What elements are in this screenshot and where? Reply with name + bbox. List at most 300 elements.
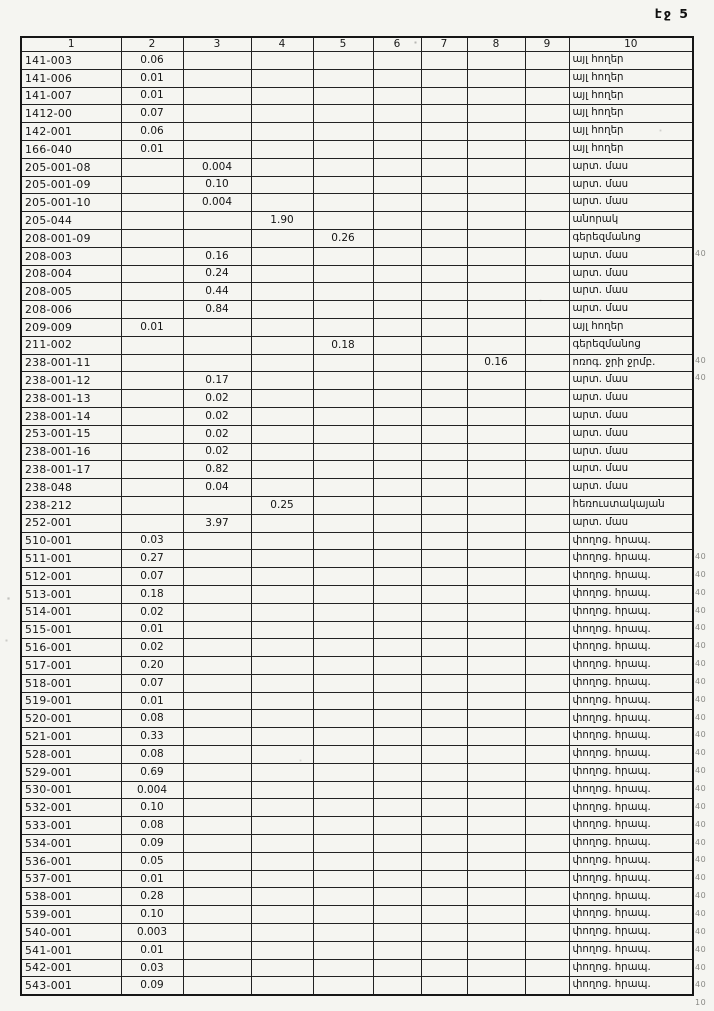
value-cell (525, 443, 569, 461)
value-cell (251, 140, 313, 158)
value-cell (525, 746, 569, 764)
value-cell (183, 888, 251, 906)
value-cell (183, 568, 251, 586)
value-cell (421, 123, 467, 141)
parcel-code-cell: 520-001 (21, 710, 121, 728)
value-cell (373, 941, 421, 959)
value-cell: 0.10 (121, 906, 183, 924)
category-cell: փողոց. հրապ. (569, 692, 693, 710)
value-cell (525, 621, 569, 639)
value-cell (421, 657, 467, 675)
value-cell (421, 941, 467, 959)
value-cell (421, 585, 467, 603)
margin-note: 40 (695, 676, 707, 686)
value-cell (183, 585, 251, 603)
category-cell: փողոց. հրապ. (569, 781, 693, 799)
value-cell (251, 105, 313, 123)
value-cell (251, 301, 313, 319)
value-cell (467, 781, 525, 799)
value-cell (373, 354, 421, 372)
value-cell (183, 87, 251, 105)
value-cell (373, 372, 421, 390)
value-cell (313, 265, 373, 283)
value-cell (121, 425, 183, 443)
value-cell (467, 443, 525, 461)
value-cell (467, 229, 525, 247)
value-cell (525, 924, 569, 942)
value-cell (373, 621, 421, 639)
category-cell: այլ հողեր (569, 318, 693, 336)
value-cell (525, 336, 569, 354)
value-cell (183, 959, 251, 977)
value-cell (467, 621, 525, 639)
column-header: 1 (21, 37, 121, 52)
value-cell (251, 87, 313, 105)
value-cell (183, 763, 251, 781)
value-cell (373, 781, 421, 799)
category-cell: փողոց. հրապ. (569, 621, 693, 639)
category-cell: փողոց. հրապ. (569, 657, 693, 675)
value-cell (313, 603, 373, 621)
category-cell: արտ. մաս (569, 479, 693, 497)
value-cell (251, 354, 313, 372)
table-row (21, 906, 693, 924)
value-cell (183, 318, 251, 336)
value-cell (467, 461, 525, 479)
column-header: 4 (251, 37, 313, 52)
table-row (21, 407, 693, 425)
parcel-code-cell: 253-001-15 (21, 425, 121, 443)
parcel-code-cell: 517-001 (21, 657, 121, 675)
parcel-code-cell: 536-001 (21, 852, 121, 870)
value-cell (421, 639, 467, 657)
margin-note: 40 (695, 659, 707, 669)
value-cell (251, 336, 313, 354)
value-cell (251, 514, 313, 532)
value-cell (525, 852, 569, 870)
table-row (21, 657, 693, 675)
margin-note: 40 (695, 694, 707, 704)
value-cell (525, 835, 569, 853)
value-cell (467, 906, 525, 924)
value-cell (421, 87, 467, 105)
parcel-code-cell: 238-001-11 (21, 354, 121, 372)
margin-note: 40 (695, 355, 707, 365)
value-cell (251, 390, 313, 408)
value-cell (251, 52, 313, 70)
category-cell: հեռուստակայան (569, 496, 693, 514)
value-cell (183, 496, 251, 514)
value-cell (121, 158, 183, 176)
column-header: 2 (121, 37, 183, 52)
category-cell: այլ հողեր (569, 123, 693, 141)
value-cell (183, 123, 251, 141)
parcel-code-cell: 530-001 (21, 781, 121, 799)
value-cell (525, 550, 569, 568)
table-row (21, 87, 693, 105)
value-cell (467, 817, 525, 835)
value-cell (313, 692, 373, 710)
value-cell (313, 763, 373, 781)
value-cell (121, 194, 183, 212)
value-cell (467, 977, 525, 995)
value-cell (251, 585, 313, 603)
category-cell: փողոց. հրապ. (569, 550, 693, 568)
category-cell: արտ. մաս (569, 194, 693, 212)
value-cell (467, 390, 525, 408)
parcel-code-cell: 510-001 (21, 532, 121, 550)
value-cell (121, 247, 183, 265)
value-cell (467, 318, 525, 336)
value-cell (373, 229, 421, 247)
value-cell (421, 52, 467, 70)
value-cell (421, 817, 467, 835)
value-cell (525, 977, 569, 995)
value-cell (421, 603, 467, 621)
value-cell: 0.02 (183, 443, 251, 461)
value-cell (251, 479, 313, 497)
table-row (21, 461, 693, 479)
value-cell: 0.24 (183, 265, 251, 283)
category-cell: փողոց. հրապ. (569, 870, 693, 888)
value-cell (313, 87, 373, 105)
table-row (21, 229, 693, 247)
value-cell (467, 158, 525, 176)
category-cell: այլ հողեր (569, 140, 693, 158)
value-cell (373, 443, 421, 461)
value-cell (421, 799, 467, 817)
table-row (21, 514, 693, 532)
value-cell (251, 158, 313, 176)
value-cell (183, 746, 251, 764)
value-cell: 0.06 (121, 52, 183, 70)
parcel-code-cell: 238-048 (21, 479, 121, 497)
value-cell (313, 496, 373, 514)
parcel-code-cell: 511-001 (21, 550, 121, 568)
value-cell: 0.01 (121, 692, 183, 710)
value-cell (525, 870, 569, 888)
value-cell (421, 906, 467, 924)
parcel-code-cell: 532-001 (21, 799, 121, 817)
table-row (21, 479, 693, 497)
parcel-code-cell: 543-001 (21, 977, 121, 995)
parcel-code-cell: 519-001 (21, 692, 121, 710)
margin-note: 40 (695, 926, 707, 936)
category-cell: արտ. մաս (569, 265, 693, 283)
value-cell: 0.01 (121, 621, 183, 639)
value-cell: 0.84 (183, 301, 251, 319)
value-cell (313, 390, 373, 408)
value-cell (313, 888, 373, 906)
value-cell (525, 585, 569, 603)
value-cell (525, 639, 569, 657)
value-cell (313, 710, 373, 728)
value-cell (251, 603, 313, 621)
table-row (21, 550, 693, 568)
value-cell (313, 212, 373, 230)
table-row (21, 532, 693, 550)
value-cell (251, 639, 313, 657)
value-cell (251, 941, 313, 959)
value-cell (251, 550, 313, 568)
value-cell (121, 514, 183, 532)
value-cell (525, 514, 569, 532)
parcel-code-cell: 205-001-09 (21, 176, 121, 194)
value-cell (525, 372, 569, 390)
value-cell (467, 52, 525, 70)
margin-note: 40 (695, 623, 707, 633)
category-cell: փողոց. հրապ. (569, 585, 693, 603)
table-row (21, 496, 693, 514)
value-cell (313, 977, 373, 995)
value-cell (525, 87, 569, 105)
value-cell (467, 140, 525, 158)
value-cell (421, 835, 467, 853)
value-cell (313, 407, 373, 425)
category-cell: փողոց. հրապ. (569, 603, 693, 621)
table-row (21, 212, 693, 230)
value-cell (313, 870, 373, 888)
parcel-code-cell: 528-001 (21, 746, 121, 764)
value-cell (251, 443, 313, 461)
value-cell (525, 906, 569, 924)
value-cell (373, 265, 421, 283)
value-cell (421, 390, 467, 408)
category-cell: գերեզմանոց (569, 229, 693, 247)
value-cell: 0.18 (121, 585, 183, 603)
table-row (21, 763, 693, 781)
value-cell (421, 283, 467, 301)
parcel-code-cell: 1412-00 (21, 105, 121, 123)
value-cell (467, 372, 525, 390)
category-cell: արտ. մաս (569, 158, 693, 176)
value-cell (251, 977, 313, 995)
value-cell (467, 479, 525, 497)
value-cell: 0.01 (121, 318, 183, 336)
value-cell (525, 105, 569, 123)
value-cell (251, 176, 313, 194)
value-cell (313, 799, 373, 817)
value-cell (373, 69, 421, 87)
value-cell (421, 407, 467, 425)
value-cell: 0.08 (121, 746, 183, 764)
value-cell (421, 550, 467, 568)
parcel-code-cell: 142-001 (21, 123, 121, 141)
value-cell (421, 532, 467, 550)
value-cell (467, 407, 525, 425)
category-cell: փողոց. հրապ. (569, 639, 693, 657)
value-cell: 0.05 (121, 852, 183, 870)
value-cell (421, 176, 467, 194)
value-cell (421, 852, 467, 870)
value-cell (525, 657, 569, 675)
value-cell (467, 763, 525, 781)
value-cell (525, 461, 569, 479)
value-cell (421, 301, 467, 319)
parcel-code-cell: 205-001-10 (21, 194, 121, 212)
value-cell (467, 176, 525, 194)
value-cell (525, 390, 569, 408)
value-cell: 0.17 (183, 372, 251, 390)
value-cell: 0.07 (121, 674, 183, 692)
value-cell (373, 906, 421, 924)
margin-note: 40 (695, 641, 707, 651)
value-cell (525, 817, 569, 835)
value-cell (373, 52, 421, 70)
value-cell (373, 496, 421, 514)
value-cell (251, 283, 313, 301)
category-cell: փողոց. հրապ. (569, 532, 693, 550)
value-cell (183, 728, 251, 746)
table-row (21, 674, 693, 692)
value-cell: 0.25 (251, 496, 313, 514)
value-cell (251, 888, 313, 906)
value-cell (121, 354, 183, 372)
value-cell (251, 265, 313, 283)
category-cell: փողոց. հրապ. (569, 977, 693, 995)
table-row (21, 585, 693, 603)
value-cell (373, 550, 421, 568)
value-cell: 0.004 (183, 194, 251, 212)
value-cell (373, 318, 421, 336)
value-cell (313, 746, 373, 764)
table-row (21, 621, 693, 639)
value-cell (373, 194, 421, 212)
value-cell: 0.08 (121, 710, 183, 728)
margin-note: 40 (695, 248, 707, 258)
value-cell (421, 479, 467, 497)
value-cell (525, 354, 569, 372)
parcel-code-cell: 238-001-14 (21, 407, 121, 425)
value-cell (373, 158, 421, 176)
value-cell (121, 283, 183, 301)
value-cell (373, 301, 421, 319)
value-cell (373, 852, 421, 870)
value-cell: 0.02 (183, 425, 251, 443)
table-row (21, 425, 693, 443)
value-cell (467, 550, 525, 568)
value-cell (183, 603, 251, 621)
value-cell (467, 710, 525, 728)
value-cell (421, 568, 467, 586)
value-cell (121, 407, 183, 425)
value-cell (467, 603, 525, 621)
category-cell: արտ. մաս (569, 372, 693, 390)
parcel-code-cell: 141-007 (21, 87, 121, 105)
margin-notes (692, 51, 714, 1011)
margin-note: 40 (695, 980, 707, 990)
value-cell (525, 728, 569, 746)
value-cell (373, 514, 421, 532)
value-cell (525, 425, 569, 443)
table-row (21, 568, 693, 586)
parcel-code-cell: 208-006 (21, 301, 121, 319)
value-cell (421, 763, 467, 781)
value-cell (251, 781, 313, 799)
value-cell (421, 692, 467, 710)
value-cell: 0.27 (121, 550, 183, 568)
value-cell (251, 568, 313, 586)
value-cell (373, 585, 421, 603)
table-row (21, 835, 693, 853)
margin-note: 40 (695, 784, 707, 793)
value-cell (313, 852, 373, 870)
category-cell: փողոց. հրապ. (569, 728, 693, 746)
parcel-code-cell: 208-001-09 (21, 229, 121, 247)
table-row (21, 52, 693, 70)
parcel-code-cell: 540-001 (21, 924, 121, 942)
value-cell (525, 496, 569, 514)
table-row (21, 941, 693, 959)
category-cell: գերեզմանոց (569, 336, 693, 354)
value-cell: 0.01 (121, 870, 183, 888)
value-cell (421, 746, 467, 764)
value-cell (251, 817, 313, 835)
value-cell (251, 194, 313, 212)
parcel-code-cell: 533-001 (21, 817, 121, 835)
value-cell: 0.09 (121, 977, 183, 995)
value-cell (251, 621, 313, 639)
value-cell (251, 407, 313, 425)
value-cell (525, 532, 569, 550)
value-cell (421, 140, 467, 158)
value-cell (251, 372, 313, 390)
value-cell (467, 674, 525, 692)
value-cell (525, 247, 569, 265)
value-cell (421, 105, 467, 123)
value-cell: 0.02 (183, 390, 251, 408)
value-cell (313, 906, 373, 924)
value-cell (251, 746, 313, 764)
value-cell (373, 710, 421, 728)
value-cell: 0.01 (121, 87, 183, 105)
value-cell (373, 247, 421, 265)
value-cell (121, 301, 183, 319)
parcel-code-cell: 529-001 (21, 763, 121, 781)
value-cell (373, 746, 421, 764)
value-cell (251, 906, 313, 924)
value-cell (251, 924, 313, 942)
value-cell (251, 835, 313, 853)
value-cell (525, 52, 569, 70)
value-cell (421, 158, 467, 176)
parcel-code-cell: 514-001 (21, 603, 121, 621)
margin-note: 40 (695, 373, 707, 383)
value-cell (251, 870, 313, 888)
margin-note: 40 (695, 962, 707, 972)
value-cell (183, 354, 251, 372)
value-cell (525, 69, 569, 87)
category-cell: այլ հողեր (569, 87, 693, 105)
margin-note: 40 (695, 748, 707, 758)
category-cell: փողոց. հրապ. (569, 568, 693, 586)
parcel-code-cell: 539-001 (21, 906, 121, 924)
category-cell: ոռոգ. ջրի ջրմբ. (569, 354, 693, 372)
value-cell: 0.16 (467, 354, 525, 372)
value-cell (467, 799, 525, 817)
table-row (21, 781, 693, 799)
parcel-code-cell: 205-001-08 (21, 158, 121, 176)
parcel-code-cell: 141-006 (21, 69, 121, 87)
value-cell (525, 229, 569, 247)
value-cell (467, 336, 525, 354)
value-cell: 0.004 (121, 781, 183, 799)
value-cell (313, 194, 373, 212)
value-cell (183, 870, 251, 888)
table-row (21, 123, 693, 141)
value-cell (183, 941, 251, 959)
value-cell (421, 318, 467, 336)
